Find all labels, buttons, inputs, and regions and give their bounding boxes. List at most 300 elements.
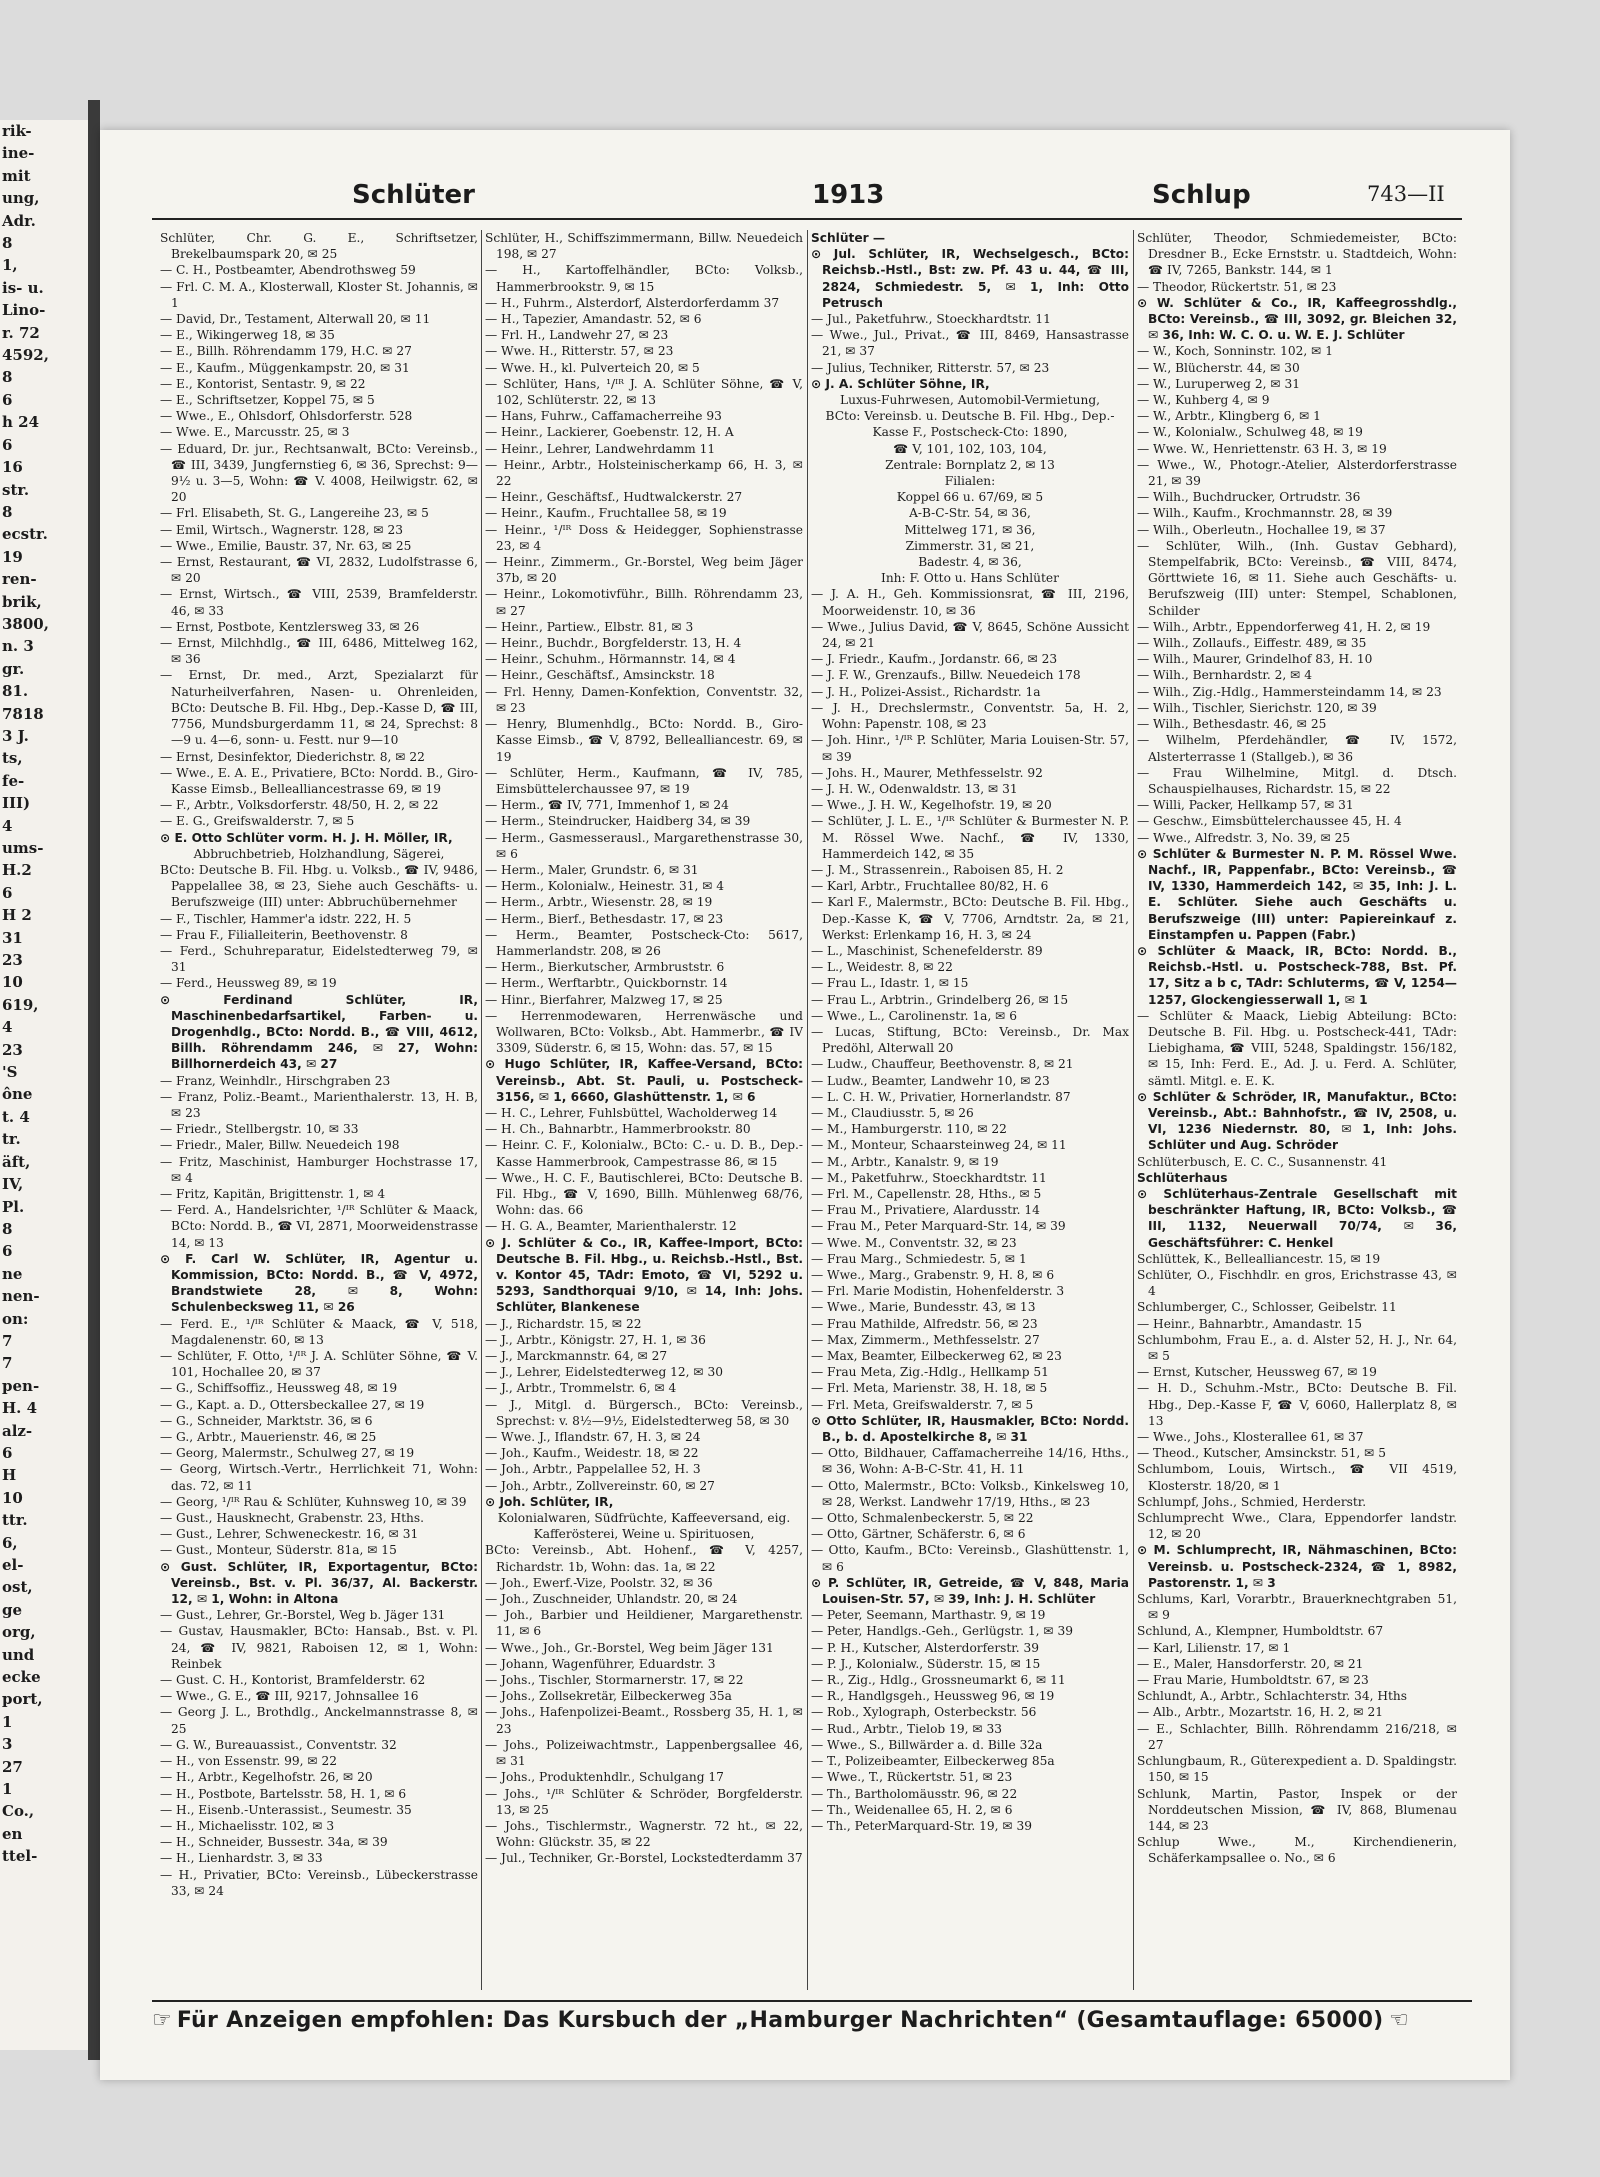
directory-entry: — P. J., Kolonialw., Süderstr. 15, ✉ 15 <box>811 1656 1041 1671</box>
directory-entry: — Wwe. M., Conventstr. 32, ✉ 23 <box>811 1235 1017 1250</box>
directory-entry: — E., Kaufm., Müggenkampstr. 20, ✉ 31 <box>160 360 410 375</box>
left-page-fragment: 6 <box>2 435 13 454</box>
column-3 <box>811 230 1129 1990</box>
left-page-fragment: is- u. <box>2 278 44 297</box>
left-page-fragment: 8 <box>2 234 13 253</box>
left-page-fragment: 1 <box>2 1712 13 1731</box>
directory-entry: — Wwe. E., Marcusstr. 25, ✉ 3 <box>160 425 350 440</box>
directory-entry: — Herm., ☎ IV, 771, Immenhof 1, ✉ 24 <box>485 798 729 813</box>
left-page-fragment: 7818 <box>2 704 44 723</box>
directory-entry: — F., Arbtr., Volksdorferstr. 48/50, H. 2, ✉ 22 <box>160 798 439 813</box>
left-page-fragment: 31 <box>2 928 23 947</box>
directory-entry: — Joh., Barbier und Heildiener, Margarethenstr. 11, ✉ 6 <box>485 1608 803 1639</box>
directory-entry: — Karl F., Malermstr., BCto: Deutsche B. Fil. Hbg., Dep.-Kasse K, ☎ V, 7706, Arndtstr. 2a, ✉ 21, Werkst: Erlenkamp 16, H. 3, ✉ 24 <box>811 895 1129 942</box>
advertisement-footer <box>152 2000 1472 2033</box>
directory-entry: — Ferd., Heussweg 89, ✉ 19 <box>160 976 337 991</box>
directory-entry: — Heinr. C. F., Kolonialw., BCto: C.- u. D. B., Dep.-Kasse Hammerbrook, Campestrasse 86, ✉ 15 <box>485 1138 803 1169</box>
left-page-fragment: ge <box>2 1600 23 1619</box>
left-page-fragment: 7 <box>2 1354 13 1373</box>
left-page-fragment: äft, <box>2 1152 31 1171</box>
column-divider <box>1133 230 1134 1990</box>
directory-entry: Schlums, Karl, Vorarbtr., Brauerknechtgraben 51, ✉ 9 <box>1137 1592 1457 1623</box>
directory-page <box>100 130 1510 2080</box>
directory-entry: — Joh., Arbtr., Zollvereinstr. 60, ✉ 27 <box>485 1478 715 1493</box>
directory-entry: Schlup Wwe., M., Kirchendienerin, Schäferkampsallee o. No., ✉ 6 <box>1137 1835 1457 1866</box>
directory-entry: — R., Zig., Hdlg., Grossneumarkt 6, ✉ 11 <box>811 1673 1066 1688</box>
directory-entry: — E., Maler, Hansdorferstr. 20, ✉ 21 <box>1137 1656 1364 1671</box>
directory-entry: — G. W., Bureauassist., Conventstr. 32 <box>160 1737 397 1752</box>
left-page-fragment: H 2 <box>2 906 32 925</box>
left-page-fragment: tr. <box>2 1130 21 1149</box>
directory-entry: — Wwe., Jul., Privat., ☎ III, 8469, Hansastrasse 21, ✉ 37 <box>811 328 1129 359</box>
left-page-fragment: pen- <box>2 1376 40 1395</box>
left-page-fragment: ttr. <box>2 1511 28 1530</box>
directory-entry: — Wwe., J. H. W., Kegelhofstr. 19, ✉ 20 <box>811 798 1052 813</box>
directory-entry: — Jul., Paketfuhrw., Stoeckhardtstr. 11 <box>811 312 1051 327</box>
directory-entry: — H., Privatier, BCto: Vereinsb., Lübeckerstrasse 33, ✉ 24 <box>160 1867 478 1898</box>
directory-entry: — Johs., Tischlermstr., Wagnerstr. 72 ht., ✉ 22, Wohn: Glückstr. 35, ✉ 22 <box>485 1818 803 1850</box>
directory-entry: — W., Koch, Sonninstr. 102, ✉ 1 <box>1137 344 1333 359</box>
directory-entry: — H., Eisenb.-Unterassist., Seumestr. 35 <box>160 1802 412 1817</box>
directory-entry: Schlüterhaus <box>1137 1170 1228 1185</box>
directory-entry: — Heinr., Lehrer, Landwehrdamm 11 <box>485 441 716 456</box>
directory-entry: — Herrenmodewaren, Herrenwäsche und Wollwaren, BCto: Volksb., Abt. Hammerbr., ☎ IV 3309, Süderstr. 6, ✉ 15, Wohn: das. 57, ✉ 15 <box>485 1008 803 1056</box>
directory-entry: Schlüter, Chr. G. E., Schriftsetzer, Brekelbaumspark 20, ✉ 25 <box>160 231 478 262</box>
directory-entry: — E., Schriftsetzer, Koppel 75, ✉ 5 <box>160 393 375 408</box>
left-page-fragment: ecke <box>2 1668 41 1687</box>
directory-entry: Schlüter, H., Schiffszimmermann, Billw. Neuedeich 198, ✉ 27 <box>485 231 803 262</box>
left-page-fragment: 3800, <box>2 614 49 633</box>
directory-entry: — Jul., Techniker, Gr.-Borstel, Lockstedterdamm 37 <box>485 1851 803 1866</box>
left-page-fragment: 19 <box>2 547 23 566</box>
directory-entry: — Wilh., Oberleutn., Hochallee 19, ✉ 37 <box>1137 522 1386 537</box>
directory-entry: — Schlüter, J. L. E., ¹/ᴵᴿ Schlüter & Burmester N. P. M. Rössel Wwe. Nachf., ☎ IV, 1330, Hammerdeich 142, ✉ 35 <box>811 814 1129 861</box>
directory-entry: — H., Schneider, Bussestr. 34a, ✉ 39 <box>160 1835 388 1850</box>
directory-entry: — E., Billh. Röhrendamm 179, H.C. ✉ 27 <box>160 344 412 359</box>
directory-entry: — Wwe. H., Ritterstr. 57, ✉ 23 <box>485 344 674 359</box>
left-page-fragment: 3 <box>2 1735 13 1754</box>
directory-entry: — Eduard, Dr. jur., Rechtsanwalt, BCto: Vereinsb., ☎ III, 3439, Jungfernstieg 6, ✉ 36, Sprechst: 9—9½ u. 3—5, Wohn: ☎ V. 4008, Heilwigstr. 62, ✉ 20 <box>160 441 478 505</box>
head-right-name: Schlup <box>1152 180 1251 210</box>
directory-entry: — Ferd., Schuhreparatur, Eidelstedterweg 79, ✉ 31 <box>160 943 478 975</box>
directory-entry: Schlund, A., Klempner, Humboldtstr. 67 <box>1137 1624 1384 1639</box>
directory-entry: — Wwe., E., Ohlsdorf, Ohlsdorferstr. 528 <box>160 409 413 424</box>
firm-entry: ⊙ W. Schlüter & Co., IR, Kaffeegrosshdlg., BCto: Vereinsb., ☎ III, 3092, gr. Bleichen 32, ✉ 36, Inh: W. C. O. u. W. E. J. Schlüter <box>1137 295 1457 343</box>
directory-entry: — Frl. Elisabeth, St. G., Langereihe 23, ✉ 5 <box>160 506 429 521</box>
firm-entry: ⊙ Gust. Schlüter, IR, Exportagentur, BCto: Vereinsb., Bst. v. Pl. 36/37, Al. Backerstr. 12, ✉ 1, Wohn: in Altona <box>160 1559 478 1607</box>
directory-entry: Koppel 66 u. 67/69, ✉ 5 <box>896 490 1044 505</box>
directory-entry: — H., Tapezier, Amandastr. 52, ✉ 6 <box>485 312 702 327</box>
directory-entry: — F., Tischler, Hammer'a idstr. 222, H. 5 <box>160 911 412 926</box>
directory-entry: — Joh., Ewerf.-Vize, Poolstr. 32, ✉ 36 <box>485 1575 713 1590</box>
left-page-fragment: ums- <box>2 839 44 857</box>
directory-entry: — Fritz, Maschinist, Hamburger Hochstrasse 17, ✉ 4 <box>160 1154 478 1185</box>
firm-entry: ⊙ Ferdinand Schlüter, IR, Maschinenbedarfsartikel, Farben- u. Drogenhdlg., BCto: Nordd. B., ☎ VIII, 4612, Billh. Röhrendamm 246, ✉ 27, Wohn: Billhornerdeich 43, ✉ 27 <box>160 992 478 1072</box>
left-page-edge <box>0 120 91 2050</box>
directory-entry: ☎ V, 101, 102, 103, 104, <box>893 441 1047 456</box>
directory-entry: — Heinr., Geschäftsf., Hudtwalckerstr. 27 <box>485 490 743 505</box>
directory-entry: — Heinr., Zimmerm., Gr.-Borstel, Weg beim Jäger 37b, ✉ 20 <box>485 555 803 586</box>
left-page-fragment: 6 <box>2 1242 13 1261</box>
directory-entry: — Max, Beamter, Eilbeckerweg 62, ✉ 23 <box>811 1349 1062 1364</box>
left-page-fragment: 23 <box>2 951 23 970</box>
left-page-fragment: en <box>2 1824 23 1843</box>
directory-entry: — W., Arbtr., Klingberg 6, ✉ 1 <box>1137 409 1321 424</box>
directory-entry: — H. Ch., Bahnarbtr., Hammerbrookstr. 80 <box>485 1122 751 1137</box>
firm-entry: ⊙ Jul. Schlüter, IR, Wechselgesch., BCto: Reichsb.-Hstl., Bst: zw. Pf. 43 u. 44, ☎ III, 2824, Schmiedestr. 5, ✉ 1, Inh: Otto Petrusch <box>811 247 1129 310</box>
directory-entry: — Frau L., Arbtrin., Grindelberg 26, ✉ 15 <box>811 992 1069 1007</box>
directory-entry: — Lucas, Stiftung, BCto: Vereinsb., Dr. Max Predöhl, Alterwall 20 <box>811 1024 1129 1056</box>
directory-entry: BCto: Vereinsb. u. Deutsche B. Fil. Hbg., Dep.-Kasse F., Postscheck-Cto: 1890, <box>825 409 1115 440</box>
firm-entry: ⊙ Schlüter & Maack, IR, BCto: Nordd. B., Reichsb.-Hstl. u. Postscheck-788, Bst. Pf. 17, Sitz a b c, TAdr: Schluterms, ☎ V, 1254—1257, Glockengiesserwall 1, ✉ 1 <box>1137 943 1457 1007</box>
directory-entry: — H. G. A., Beamter, Marienthalerstr. 12 <box>485 1219 737 1234</box>
directory-entry: — M., Arbtr., Kanalstr. 9, ✉ 19 <box>811 1154 999 1169</box>
directory-entry: — Ernst, Restaurant, ☎ VI, 2832, Ludolfstrasse 6, ✉ 20 <box>160 555 478 586</box>
directory-entry: Schlumberger, C., Schlosser, Geibelstr. 11 <box>1137 1300 1397 1315</box>
directory-entry: — Johs., Tischler, Stormarnerstr. 17, ✉ 22 <box>485 1673 744 1688</box>
directory-entry: — J. Friedr., Kaufm., Jordanstr. 66, ✉ 23 <box>811 652 1058 667</box>
left-page-fragment: 1 <box>2 1780 13 1799</box>
directory-entry: — Herm., Werftarbtr., Quickbornstr. 14 <box>485 976 728 991</box>
directory-entry: — G., Arbtr., Mauerienstr. 46, ✉ 25 <box>160 1430 377 1445</box>
left-page-fragment: rik- <box>2 122 32 140</box>
directory-entry: — H., Kartoffelhändler, BCto: Volksb., Hammerbrookstr. 9, ✉ 15 <box>485 263 803 294</box>
left-page-fragment: 619, <box>2 995 39 1014</box>
directory-entry: — Gust., Monteur, Süderstr. 81a, ✉ 15 <box>160 1543 397 1558</box>
directory-entry: — Wilhelm, Pferdehändler, ☎ IV, 1572, Alsterterrasse 1 (Stallgeb.), ✉ 36 <box>1137 733 1457 764</box>
directory-entry: — Peter, Seemann, Marthastr. 9, ✉ 19 <box>811 1608 1046 1623</box>
directory-entry: Badestr. 4, ✉ 36, <box>918 555 1022 570</box>
directory-entry: — Georg, Wirtsch.-Vertr., Herrlichkeit 71, Wohn: das. 72, ✉ 11 <box>160 1462 478 1493</box>
directory-entry: — Joh. Hinr., ¹/ᴵᴿ P. Schlüter, Maria Louisen-Str. 57, ✉ 39 <box>811 733 1129 764</box>
left-page-fragment: 8 <box>2 502 13 521</box>
directory-entry: — Friedr., Stellbergstr. 10, ✉ 33 <box>160 1122 359 1137</box>
left-page-fragment: port, <box>2 1690 43 1709</box>
directory-entry: A-B-C-Str. 54, ✉ 36, <box>909 506 1031 521</box>
directory-entry: Schlüter, Theodor, Schmiedemeister, BCto: Dresdner B., Ecke Ernststr. u. Stadtdeich, Wohn: ☎ IV, 7265, Bankstr. 144, ✉ 1 <box>1137 231 1457 278</box>
left-page-fragment: alz- <box>2 1421 33 1440</box>
directory-entry: — Herm., Kolonialw., Heinestr. 31, ✉ 4 <box>485 879 725 894</box>
directory-entry: — Johann, Wagenführer, Eduardstr. 3 <box>485 1656 716 1671</box>
left-page-fragment: III) <box>2 794 31 813</box>
directory-entry: — Herm., Beamter, Postscheck-Cto: 5617, Hammerlandstr. 208, ✉ 26 <box>485 927 803 958</box>
directory-entry: — Willi, Packer, Hellkamp 57, ✉ 31 <box>1137 798 1354 813</box>
header-rule <box>152 218 1462 220</box>
directory-entry: — Frau F., Filialleiterin, Beethovenstr. 8 <box>160 927 408 942</box>
left-page-fragment: 4 <box>2 816 13 835</box>
directory-entry: — Schlüter & Maack, Liebig Abteilung: BCto: Deutsche B. Fil. Hbg. u. Postscheck-441, TAdr: Liebighama, ☎ VIII, 5248, Spaldingstr. 156/182, ✉ 15, Inh: Ferd. E., Ad. J. u. Ferd. A. Schlüter, sämtl. Mitgl. e. E. K. <box>1137 1008 1457 1088</box>
left-page-fragment: 3 J. <box>2 726 29 745</box>
left-page-fragment: 10 <box>2 1488 23 1507</box>
directory-entry: — E., Kontorist, Sentastr. 9, ✉ 22 <box>160 376 366 391</box>
directory-entry: — Otto, Malermstr., BCto: Volksb., Kinkelsweg 10, ✉ 28, Werkst. Landwehr 17/19, Hths., ✉ 23 <box>811 1478 1129 1509</box>
directory-entry: — J. F. W., Grenzaufs., Billw. Neuedeich 178 <box>811 668 1081 683</box>
directory-entry: — Wilh., Bernhardstr. 2, ✉ 4 <box>1137 668 1312 683</box>
directory-entry: — Heinr., Kaufm., Fruchtallee 58, ✉ 19 <box>485 506 727 521</box>
left-page-fragment: 7 <box>2 1331 13 1350</box>
directory-entry: Mittelweg 171, ✉ 36, <box>904 522 1036 537</box>
directory-entry: — W., Kolonialw., Schulweg 48, ✉ 19 <box>1137 425 1363 440</box>
pointing-hand-icon: ☞ <box>152 2008 172 2033</box>
left-page-fragment: ts, <box>2 749 23 768</box>
directory-entry: — Herm., Bierf., Bethesdastr. 17, ✉ 23 <box>485 911 724 926</box>
directory-entry: — Wwe., Marg., Grabenstr. 9, H. 8, ✉ 6 <box>811 1268 1055 1282</box>
directory-entry: — Frl. Henny, Damen-Konfektion, Conventstr. 32, ✉ 23 <box>485 684 803 715</box>
directory-entry: — Wilh., Tischler, Sierichstr. 120, ✉ 39 <box>1137 700 1377 715</box>
directory-entry: — G., Schiffsoffiz., Heussweg 48, ✉ 19 <box>160 1381 398 1396</box>
directory-entry: — Otto, Bildhauer, Caffamacherreihe 14/16, Hths., ✉ 36, Wohn: A-B-C-Str. 41, H. 11 <box>811 1446 1129 1477</box>
left-page-fragment: 6 <box>2 1443 13 1462</box>
directory-entry: — Wwe., Joh., Gr.-Borstel, Weg beim Jäger 131 <box>485 1640 774 1655</box>
directory-entry: — Frau M., Privatiere, Alardusstr. 14 <box>811 1203 1040 1218</box>
directory-entry: Schlumbohm, Frau E., a. d. Alster 52, H. J., Nr. 64, ✉ 5 <box>1137 1332 1457 1364</box>
directory-entry: — Frau M., Peter Marquard-Str. 14, ✉ 39 <box>811 1219 1066 1234</box>
directory-entry: — Frl. Meta, Marienstr. 38, H. 18, ✉ 5 <box>811 1381 1048 1396</box>
firm-entry: ⊙ F. Carl W. Schlüter, IR, Agentur u. Kommission, BCto: Nordd. B., ☎ V, 4972, Brandstwiete 28, ✉ 8, Wohn: Schulenbecksweg 11, ✉ 26 <box>160 1251 478 1315</box>
directory-entry: — Wwe., Johs., Klosterallee 61, ✉ 37 <box>1137 1430 1364 1445</box>
directory-entry: — Wwe. H., kl. Pulverteich 20, ✉ 5 <box>485 360 700 375</box>
directory-entry: — Otto, Schmalenbeckerstr. 5, ✉ 22 <box>811 1511 1034 1526</box>
directory-entry: — Alb., Arbtr., Mozartstr. 16, H. 2, ✉ 21 <box>1137 1705 1383 1720</box>
directory-entry: — L., Weidestr. 8, ✉ 22 <box>811 960 953 975</box>
directory-entry: — Herm., Maler, Grundstr. 6, ✉ 31 <box>485 862 699 877</box>
directory-entry: — Frau Wilhelmine, Mitgl. d. Dtsch. Schauspielhauses, Richardstr. 15, ✉ 22 <box>1137 765 1457 796</box>
directory-entry: — Georg, Malermstr., Schulweg 27, ✉ 19 <box>160 1446 415 1461</box>
directory-entry: — H., Lienhardstr. 3, ✉ 33 <box>160 1851 323 1866</box>
directory-entry: — R., Handlgsgeh., Heussweg 96, ✉ 19 <box>811 1689 1055 1704</box>
directory-entry: — Wwe., H. C. F., Bautischlerei, BCto: Deutsche B. Fil. Hbg., ☎ V, 1690, Billh. Mühlenweg 68/76, Wohn: das. 66 <box>485 1170 803 1218</box>
directory-entry: Luxus-Fuhrwesen, Automobil-Vermietung, <box>840 393 1100 408</box>
left-page-fragment: 6 <box>2 883 13 902</box>
left-page-fragment: ren- <box>2 570 37 589</box>
column-4 <box>1137 230 1457 1990</box>
firm-entry: ⊙ Schlüter & Burmester N. P. M. Rössel Wwe. Nachf., IR, Pappenfabr., BCto: Vereinsb., ☎ IV, 1330, Hammerdeich 142, ✉ 35, Inh: J. L. E. Schlüter. Siehe auch Geschäfts u. Berufszweige (III) unter: Papiereinkauf z. Einstampfen u. Pappen (Fabr.) <box>1137 846 1457 942</box>
directory-entry: — Wwe., Alfredstr. 3, No. 39, ✉ 25 <box>1137 830 1351 845</box>
column-2 <box>485 230 803 1990</box>
directory-entry: — Otto, Kaufm., BCto: Vereinsb., Glashüttenstr. 1, ✉ 6 <box>811 1543 1129 1574</box>
directory-entry: — E., Wikingerweg 18, ✉ 35 <box>160 328 335 343</box>
directory-entry: — Wwe., L., Carolinenstr. 1a, ✉ 6 <box>811 1008 1018 1023</box>
directory-entry: — Gustav, Hausmakler, BCto: Hansab., Bst. v. Pl. 24, ☎ IV, 9821, Raboisen 12, ✉ 1, Wohn: Reinbek <box>160 1624 478 1671</box>
pointing-hand-icon: ☞ <box>1388 2008 1409 2033</box>
left-page-fragment: H <box>2 1466 17 1485</box>
directory-entry: — J. H., Polizei-Assist., Richardstr. 1a <box>811 684 1041 699</box>
directory-entry: — Wwe., S., Billwärder a. d. Bille 32a <box>811 1737 1043 1752</box>
left-page-fragment: el- <box>2 1556 24 1574</box>
left-page-fragment: org, <box>2 1623 36 1642</box>
directory-entry: — Frau Marg., Schmiedestr. 5, ✉ 1 <box>811 1251 1027 1266</box>
left-page-fragment: 27 <box>2 1757 23 1776</box>
directory-entry: — Emil, Wirtsch., Wagnerstr. 128, ✉ 23 <box>160 522 403 537</box>
directory-entry: Schlüter — <box>811 231 886 245</box>
left-page-fragment: 6, <box>2 1533 18 1552</box>
head-left-name: Schlüter <box>352 180 475 210</box>
left-page-fragment: r. 72 <box>2 323 40 342</box>
column-divider <box>481 230 482 1990</box>
directory-entry: — Wwe. J., Iflandstr. 67, H. 3, ✉ 24 <box>485 1430 701 1445</box>
directory-entry: — Schlüter, F. Otto, ¹/ᴵᴿ J. A. Schlüter Söhne, ☎ V. 101, Hochallee 20, ✉ 37 <box>160 1349 478 1380</box>
directory-entry: — Johs., Produktenhdlr., Schulgang 17 <box>485 1770 724 1785</box>
firm-entry: ⊙ J. A. Schlüter Söhne, IR, <box>811 376 990 391</box>
directory-entry: — Wilh., Zig.-Hdlg., Hammersteindamm 14, ✉ 23 <box>1137 684 1442 699</box>
directory-entry: — Schlüter, Hans, ¹/ᴵᴿ J. A. Schlüter Söhne, ☎ V, 102, Schlüterstr. 22, ✉ 13 <box>485 376 803 408</box>
directory-entry: — M., Hamburgerstr. 110, ✉ 22 <box>811 1122 1007 1137</box>
firm-entry: ⊙ Otto Schlüter, IR, Hausmakler, BCto: Nordd. B., b. d. Apostelkirche 8, ✉ 31 <box>811 1413 1129 1445</box>
directory-entry: — David, Dr., Testament, Alterwall 20, ✉ 11 <box>160 312 431 327</box>
directory-entry: Schlumprecht Wwe., Clara, Eppendorfer landstr. 12, ✉ 20 <box>1137 1511 1457 1542</box>
directory-entry: — Rud., Arbtr., Tielob 19, ✉ 33 <box>811 1721 1002 1736</box>
left-page-fragment: ne <box>2 1264 23 1283</box>
directory-entry: — L., Maschinist, Schenefelderstr. 89 <box>811 943 1043 958</box>
directory-entry: — W., Kuhberg 4, ✉ 9 <box>1137 393 1270 408</box>
left-page-fragment: 8 <box>2 368 13 387</box>
head-year: 1913 <box>812 180 885 210</box>
directory-entry: — H., Fuhrm., Alsterdorf, Alsterdorferdamm 37 <box>485 295 780 310</box>
directory-entry: — Joh., Kaufm., Weidestr. 18, ✉ 22 <box>485 1446 699 1461</box>
directory-entry: — Th., Weidenallee 65, H. 2, ✉ 6 <box>811 1802 1013 1817</box>
directory-entry: — Wwe., W., Photogr.-Atelier, Alsterdorferstrasse 21, ✉ 39 <box>1137 457 1457 489</box>
directory-entry: — Wwe., G. E., ☎ III, 9217, Johnsallee 16 <box>160 1689 419 1704</box>
directory-entry: — M., Paketfuhrw., Stoeckhardtstr. 11 <box>811 1170 1047 1185</box>
directory-entry: — Frau L., Idastr. 1, ✉ 15 <box>811 976 969 991</box>
left-page-fragment: ttel- <box>2 1847 38 1866</box>
directory-entry: Inh: F. Otto u. Hans Schlüter <box>881 571 1059 586</box>
firm-entry: ⊙ M. Schlumprecht, IR, Nähmaschinen, BCto: Vereinsb. u. Postscheck-2324, ☎ 1, 8982, Pastorenstr. 1, ✉ 3 <box>1137 1543 1457 1590</box>
directory-entry: — Henry, Blumenhdlg., BCto: Nordd. B., Giro-Kasse Eimsb., ☎ V, 8792, Bellealliancestr. 69, ✉ 19 <box>485 717 803 764</box>
directory-entry: — Geschw., Eimsbüttelerchaussee 45, H. 4 <box>1137 814 1402 829</box>
directory-entry: — Gust., Hausknecht, Grabenstr. 23, Hths. <box>160 1511 425 1526</box>
left-page-fragment: ost, <box>2 1578 33 1597</box>
directory-entry: — Frau Meta, Zig.-Hdlg., Hellkamp 51 <box>811 1365 1049 1380</box>
directory-entry: — Johs., ¹/ᴵᴿ Schlüter & Schröder, Borgfelderstr. 13, ✉ 25 <box>485 1786 803 1817</box>
directory-entry: — G., Schneider, Marktstr. 36, ✉ 6 <box>160 1413 373 1428</box>
directory-entry: — J. A. H., Geh. Kommissionsrat, ☎ III, 2196, Moorweidenstr. 10, ✉ 36 <box>811 587 1129 618</box>
directory-entry: — Karl, Lilienstr. 17, ✉ 1 <box>1137 1640 1291 1655</box>
directory-entry: — Franz, Weinhdlr., Hirschgraben 23 <box>160 1073 391 1088</box>
directory-entry: — J., Marckmannstr. 64, ✉ 27 <box>485 1349 668 1364</box>
left-page-fragment: Pl. <box>2 1197 25 1216</box>
directory-entry: Zimmerstr. 31, ✉ 21, <box>905 538 1035 553</box>
directory-entry: — Ferd. A., Handelsrichter, ¹/ᴵᴿ Schlüter & Maack, BCto: Nordd. B., ☎ VI, 2871, Moorweidenstrasse 14, ✉ 13 <box>160 1203 478 1250</box>
directory-entry: — Joh., Arbtr., Pappelallee 52, H. 3 <box>485 1462 701 1477</box>
directory-entry: — Schlüter, Wilh., (Inh. Gustav Gebhard), Stempelfabrik, BCto: Vereinsb., ☎ VIII, 8474, Görttwiete 16, ✉ 11. Siehe auch Geschäfts- u. Berufszweig (III) unter: Stempel, Schablonen, Schilder <box>1137 538 1457 618</box>
directory-entry: — Herm., Gasmesserausl., Margarethenstrasse 30, ✉ 6 <box>485 830 803 861</box>
firm-entry: ⊙ E. Otto Schlüter vorm. H. J. H. Möller, IR, <box>160 830 453 845</box>
directory-entry: — Ludw., Chauffeur, Beethovenstr. 8, ✉ 21 <box>811 1057 1074 1072</box>
directory-entry: — Heinr., Schuhm., Hörmannstr. 14, ✉ 4 <box>485 652 736 667</box>
left-page-fragment: ecstr. <box>2 525 48 544</box>
directory-entry: — Karl, Arbtr., Fruchtallee 80/82, H. 6 <box>811 879 1049 894</box>
running-head <box>152 180 1502 220</box>
directory-entry: Schlumpf, Johs., Schmied, Herderstr. <box>1137 1494 1367 1509</box>
directory-entry: — Friedr., Maler, Billw. Neuedeich 198 <box>160 1138 400 1153</box>
directory-entry: — Th., Bartholomäusstr. 96, ✉ 22 <box>811 1786 1018 1801</box>
directory-entry: Schlundt, A., Arbtr., Schlachterstr. 34, Hths <box>1137 1689 1407 1704</box>
left-page-fragment: str. <box>2 480 30 499</box>
book-gutter <box>88 100 100 2060</box>
directory-entry: BCto: Vereinsb., Abt. Hohenf., ☎ V, 4257, Richardstr. 1b, Wohn: das. 1a, ✉ 22 <box>485 1543 803 1574</box>
directory-entry: — Ernst, Dr. med., Arzt, Spezialarzt für Naturheilverfahren, Nasen- u. Ohrenleiden, BCto: Deutsche B. Fil. Hbg., Dep.-Kasse D, ☎ III, 7756, Mundsburgerdamm 11, ✉ 24, Sprechst: 8—9 u. 4—6, sonn- u. Festt. nur 9—10 <box>160 668 478 748</box>
left-page-fragment: 81. <box>2 682 29 701</box>
left-page-fragment: 6 <box>2 390 13 409</box>
left-page-fragment: brik, <box>2 592 42 611</box>
firm-entry: ⊙ Schlüterhaus-Zentrale Gesellschaft mit beschränkter Haftung, IR, BCto: Volksb., ☎ III, 1132, Neuerwall 70/74, ✉ 36, Geschäftsführer: C. Henkel <box>1137 1186 1457 1250</box>
directory-entry: — Schlüter, Herm., Kaufmann, ☎ IV, 785, Eimsbüttelerchaussee 97, ✉ 19 <box>485 765 803 796</box>
directory-entry: — Herm., Steindrucker, Haidberg 34, ✉ 39 <box>485 814 751 829</box>
directory-entry: Schlungbaum, R., Güterexpedient a. D. Spaldingstr. 150, ✉ 15 <box>1137 1754 1457 1785</box>
left-page-fragment: 1, <box>2 256 18 275</box>
directory-entry: — H., Postbote, Bartelsstr. 58, H. 1, ✉ 6 <box>160 1786 407 1801</box>
directory-entry: — Wilh., Bethesdastr. 46, ✉ 25 <box>1137 717 1327 732</box>
directory-entry: Abbruchbetrieb, Holzhandlung, Sägerei, <box>193 846 445 861</box>
directory-entry: — Ferd. E., ¹/ᴵᴿ Schlüter & Maack, ☎ V, 518, Magdalenenstr. 60, ✉ 13 <box>160 1316 478 1347</box>
left-page-fragment: on: <box>2 1309 29 1328</box>
directory-entry: — Herm., Bierkutscher, Armbruststr. 6 <box>485 960 725 975</box>
directory-entry: Schlüterbusch, E. C. C., Susannenstr. 41 <box>1137 1154 1388 1169</box>
left-page-fragment: H.2 <box>2 861 32 880</box>
directory-entry: — G., Kapt. a. D., Ottersbeckallee 27, ✉ 19 <box>160 1397 425 1412</box>
directory-entry: Filialen: <box>944 474 996 489</box>
directory-entry: Schlüter, O., Fischhdlr. en gros, Erichstrasse 43, ✉ 4 <box>1137 1268 1457 1299</box>
directory-entry: — H. D., Schuhm.-Mstr., BCto: Deutsche B. Fil. Hbg., Dep.-Kasse F, ☎ V, 6060, Hallerplatz 8, ✉ 13 <box>1137 1381 1457 1428</box>
firm-entry: ⊙ Schlüter & Schröder, IR, Manufaktur., BCto: Vereinsb., Abt.: Bahnhofstr., ☎ IV, 2508, u. VI, 1236 Niedernstr. 80, ✉ 1, Inh: Johs. Schlüter und Aug. Schröder <box>1137 1089 1457 1153</box>
directory-entry: — J. M., Strassenrein., Raboisen 85, H. 2 <box>811 862 1064 877</box>
page-number: 743—II <box>1367 182 1445 206</box>
directory-entry: — Max, Zimmerm., Methfesselstr. 27 <box>811 1332 1040 1347</box>
directory-entry: — H., von Essenstr. 99, ✉ 22 <box>160 1754 337 1769</box>
firm-entry: ⊙ P. Schlüter, IR, Getreide, ☎ V, 848, Maria Louisen-Str. 57, ✉ 39, Inh: J. H. Schlüter <box>811 1575 1129 1607</box>
directory-entry: — Johs. H., Maurer, Methfesselstr. 92 <box>811 765 1043 780</box>
directory-entry: — Wwe., Emilie, Baustr. 37, Nr. 63, ✉ 25 <box>160 538 412 553</box>
directory-entry: — Georg J. L., Brothdlg., Anckelmannstrasse 8, ✉ 25 <box>160 1705 478 1736</box>
left-page-fragment: 16 <box>2 458 23 477</box>
directory-entry: — Rob., Xylograph, Osterbeckstr. 56 <box>811 1705 1037 1720</box>
directory-entry: — Ludw., Beamter, Landwehr 10, ✉ 23 <box>811 1073 1050 1088</box>
left-page-fragment: t. 4 <box>2 1107 30 1126</box>
directory-entry: — Johs., Hafenpolizei-Beamt., Rossberg 35, H. 1, ✉ 23 <box>485 1705 803 1736</box>
directory-entry: — Peter, Handlgs.-Geh., Gerlügstr. 1, ✉ 39 <box>811 1624 1073 1639</box>
directory-entry: — E., Schlachter, Billh. Röhrendamm 216/218, ✉ 27 <box>1137 1721 1457 1752</box>
directory-entry: — J., Mitgl. d. Bürgersch., BCto: Vereinsb., Sprechst: v. 8½—9½, Eidelstedterweg 58, ✉ 30 <box>485 1397 803 1428</box>
directory-entry: — Otto, Gärtner, Schäferstr. 6, ✉ 6 <box>811 1527 1026 1542</box>
directory-entry: — Ernst, Wirtsch., ☎ VIII, 2539, Bramfelderstr. 46, ✉ 33 <box>160 587 478 618</box>
directory-entry: — J. H., Drechslermstr., Conventstr. 5a, H. 2, Wohn: Papenstr. 108, ✉ 23 <box>811 700 1129 732</box>
directory-entry: — Frl. Marie Modistin, Hohenfelderstr. 3 <box>811 1284 1065 1299</box>
directory-entry: Schlüttek, K., Bellealliancestr. 15, ✉ 19 <box>1137 1251 1381 1266</box>
directory-entry: — Wwe., Julius David, ☎ V, 8645, Schöne Aussicht 24, ✉ 21 <box>811 619 1129 651</box>
left-page-fragment: und <box>2 1645 35 1664</box>
left-page-fragment: mit <box>2 166 31 185</box>
left-page-fragment: ung, <box>2 189 40 208</box>
directory-entry: — Ernst, Postbote, Kentzlersweg 33, ✉ 26 <box>160 619 420 634</box>
directory-entry: — Frl. M., Capellenstr. 28, Hths., ✉ 5 <box>811 1186 1042 1201</box>
directory-entry: — Hans, Fuhrw., Caffamacherreihe 93 <box>485 409 722 424</box>
directory-entry: — Th., PeterMarquard-Str. 19, ✉ 39 <box>811 1818 1033 1833</box>
column-1 <box>160 230 478 1990</box>
directory-entry: — Ernst, Milchhdlg., ☎ III, 6486, Mittelweg 162, ✉ 36 <box>160 636 478 667</box>
directory-entry: — W., Luruperweg 2, ✉ 31 <box>1137 376 1300 391</box>
directory-entry: — Ernst, Desinfektor, Diederichstr. 8, ✉ 22 <box>160 749 425 764</box>
left-page-fragment: fe- <box>2 771 25 790</box>
directory-entry: — Wwe., E. A. E., Privatiere, BCto: Nordd. B., Giro-Kasse Eimsb., Bellealliancestrasse 69, ✉ 19 <box>160 765 478 796</box>
left-page-fragment: Co., <box>2 1802 35 1821</box>
directory-entry: — Heinr., Geschäftsf., Amsinckstr. 18 <box>485 668 715 683</box>
left-page-fragment: 8 <box>2 1219 13 1238</box>
directory-entry: — W., Blücherstr. 44, ✉ 30 <box>1137 360 1300 375</box>
directory-entry: — Heinr., Arbtr., Holsteinischerkamp 66, H. 3, ✉ 22 <box>485 457 803 489</box>
left-page-fragment: 4592, <box>2 346 49 365</box>
directory-entry: BCto: Deutsche B. Fil. Hbg. u. Volksb., ☎ IV, 9486, Pappelallee 38, ✉ 23, Siehe auch Geschäfts- u. Berufszweige (III) unter: Abbruchübernehmer <box>160 862 478 910</box>
